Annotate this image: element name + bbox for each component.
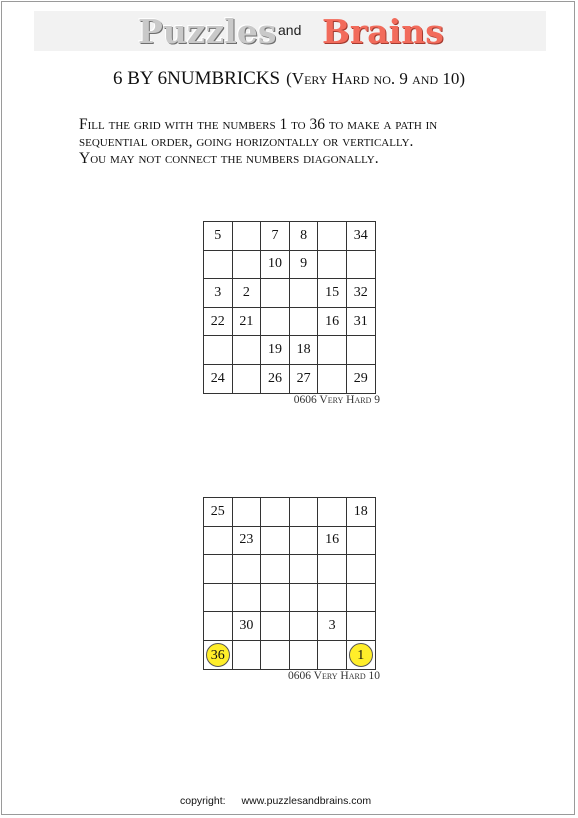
grid-cell[interactable]: [289, 279, 318, 308]
grid-cell[interactable]: [346, 250, 375, 279]
grid-cell[interactable]: 21: [232, 307, 261, 336]
grid-row: [204, 640, 376, 669]
grid-cell[interactable]: [232, 336, 261, 365]
grid-cell[interactable]: 3: [318, 612, 347, 641]
grid-cell[interactable]: [261, 555, 290, 584]
grid-cell[interactable]: [232, 555, 261, 584]
grid-cell[interactable]: [204, 583, 233, 612]
grid-cell[interactable]: [232, 498, 261, 527]
grid-cell[interactable]: 34: [346, 222, 375, 251]
copyright-footer: [180, 795, 371, 807]
grid-row: [204, 555, 376, 584]
highlighted-number: 36: [206, 643, 230, 667]
grid-cell[interactable]: [289, 555, 318, 584]
grid-cell[interactable]: [318, 222, 347, 251]
instruction-line: Fill the grid with the numbers 1 to 36 to make a path in: [79, 116, 438, 133]
grid-cell[interactable]: [204, 336, 233, 365]
grid-cell[interactable]: [318, 336, 347, 365]
page-title-sub: (Very Hard no. 9 and 10): [286, 69, 466, 88]
grid-cell[interactable]: 5: [204, 222, 233, 251]
grid-cell[interactable]: [346, 526, 375, 555]
grid-cell[interactable]: [261, 498, 290, 527]
grid-row: [204, 526, 376, 555]
puzzle-caption-1: 0606 Very Hard 9: [293, 394, 380, 406]
grid-cell[interactable]: [289, 583, 318, 612]
grid-cell[interactable]: [232, 222, 261, 251]
grid-cell[interactable]: 16: [318, 526, 347, 555]
grid-cell[interactable]: [318, 555, 347, 584]
instructions: [79, 116, 519, 167]
grid-cell[interactable]: [232, 364, 261, 393]
grid-cell[interactable]: [318, 364, 347, 393]
grid-cell[interactable]: [232, 640, 261, 669]
instruction-line: You may not connect the numbers diagonally.: [79, 150, 379, 167]
logo-and: and: [278, 22, 302, 38]
grid-cell[interactable]: [289, 498, 318, 527]
puzzle-caption-2: 0606 Very Hard 10: [288, 670, 380, 682]
grid-row: [204, 222, 376, 251]
puzzle-grid-2: [203, 497, 376, 670]
grid-row: [204, 307, 376, 336]
grid-cell[interactable]: [318, 498, 347, 527]
grid-cell[interactable]: [261, 640, 290, 669]
grid-cell[interactable]: 23: [232, 526, 261, 555]
grid-cell[interactable]: 29: [346, 364, 375, 393]
grid-cell[interactable]: [261, 612, 290, 641]
instruction-line: sequential order, going horizontally or vertically.: [79, 133, 414, 150]
grid-row: [204, 364, 376, 393]
grid-cell[interactable]: 7: [261, 222, 290, 251]
grid-cell[interactable]: 19: [261, 336, 290, 365]
grid-cell[interactable]: [346, 612, 375, 641]
grid-cell[interactable]: [204, 640, 233, 669]
grid-cell[interactable]: [261, 583, 290, 612]
grid-cell[interactable]: [289, 612, 318, 641]
grid-cell[interactable]: 10: [261, 250, 290, 279]
grid-cell[interactable]: [318, 250, 347, 279]
grid-cell[interactable]: [318, 640, 347, 669]
logo-puzzles: Puzzles: [138, 12, 277, 51]
grid-cell[interactable]: 27: [289, 364, 318, 393]
website-link[interactable]: www.puzzlesandbrains.com: [241, 795, 372, 807]
grid-cell[interactable]: [289, 526, 318, 555]
grid-cell[interactable]: [204, 612, 233, 641]
grid-cell[interactable]: [289, 640, 318, 669]
grid-row: [204, 250, 376, 279]
grid-cell[interactable]: 2: [232, 279, 261, 308]
grid-cell[interactable]: [232, 583, 261, 612]
page-title: [0, 68, 578, 90]
grid-row: [204, 612, 376, 641]
grid-cell[interactable]: [261, 279, 290, 308]
grid-cell[interactable]: 8: [289, 222, 318, 251]
grid-cell[interactable]: 18: [346, 498, 375, 527]
highlighted-number: 1: [349, 643, 373, 667]
grid-cell[interactable]: [204, 526, 233, 555]
grid-row: [204, 498, 376, 527]
grid-cell[interactable]: 3: [204, 279, 233, 308]
grid-cell[interactable]: [346, 555, 375, 584]
puzzle-grid-1: [203, 221, 376, 394]
page-title-main: 6 BY 6NUMBRICKS: [112, 68, 281, 89]
grid-cell[interactable]: [289, 307, 318, 336]
grid-cell[interactable]: 26: [261, 364, 290, 393]
logo-brains: Brains: [322, 12, 444, 51]
grid-cell[interactable]: 31: [346, 307, 375, 336]
grid-row: [204, 279, 376, 308]
grid-cell[interactable]: [261, 526, 290, 555]
grid-cell[interactable]: [346, 583, 375, 612]
grid-cell[interactable]: 25: [204, 498, 233, 527]
grid-cell[interactable]: 22: [204, 307, 233, 336]
grid-cell[interactable]: 24: [204, 364, 233, 393]
grid-cell[interactable]: 32: [346, 279, 375, 308]
copyright-label: copyright:: [180, 795, 226, 807]
grid-cell[interactable]: 16: [318, 307, 347, 336]
grid-row: [204, 336, 376, 365]
grid-cell[interactable]: 9: [289, 250, 318, 279]
grid-cell[interactable]: [318, 583, 347, 612]
grid-cell[interactable]: [346, 640, 375, 669]
grid-cell[interactable]: [232, 250, 261, 279]
grid-cell[interactable]: [204, 555, 233, 584]
grid-cell[interactable]: [204, 250, 233, 279]
grid-cell[interactable]: 30: [232, 612, 261, 641]
grid-cell[interactable]: [346, 336, 375, 365]
grid-cell[interactable]: [261, 307, 290, 336]
grid-row: [204, 583, 376, 612]
grid-cell[interactable]: 18: [289, 336, 318, 365]
grid-cell[interactable]: 15: [318, 279, 347, 308]
